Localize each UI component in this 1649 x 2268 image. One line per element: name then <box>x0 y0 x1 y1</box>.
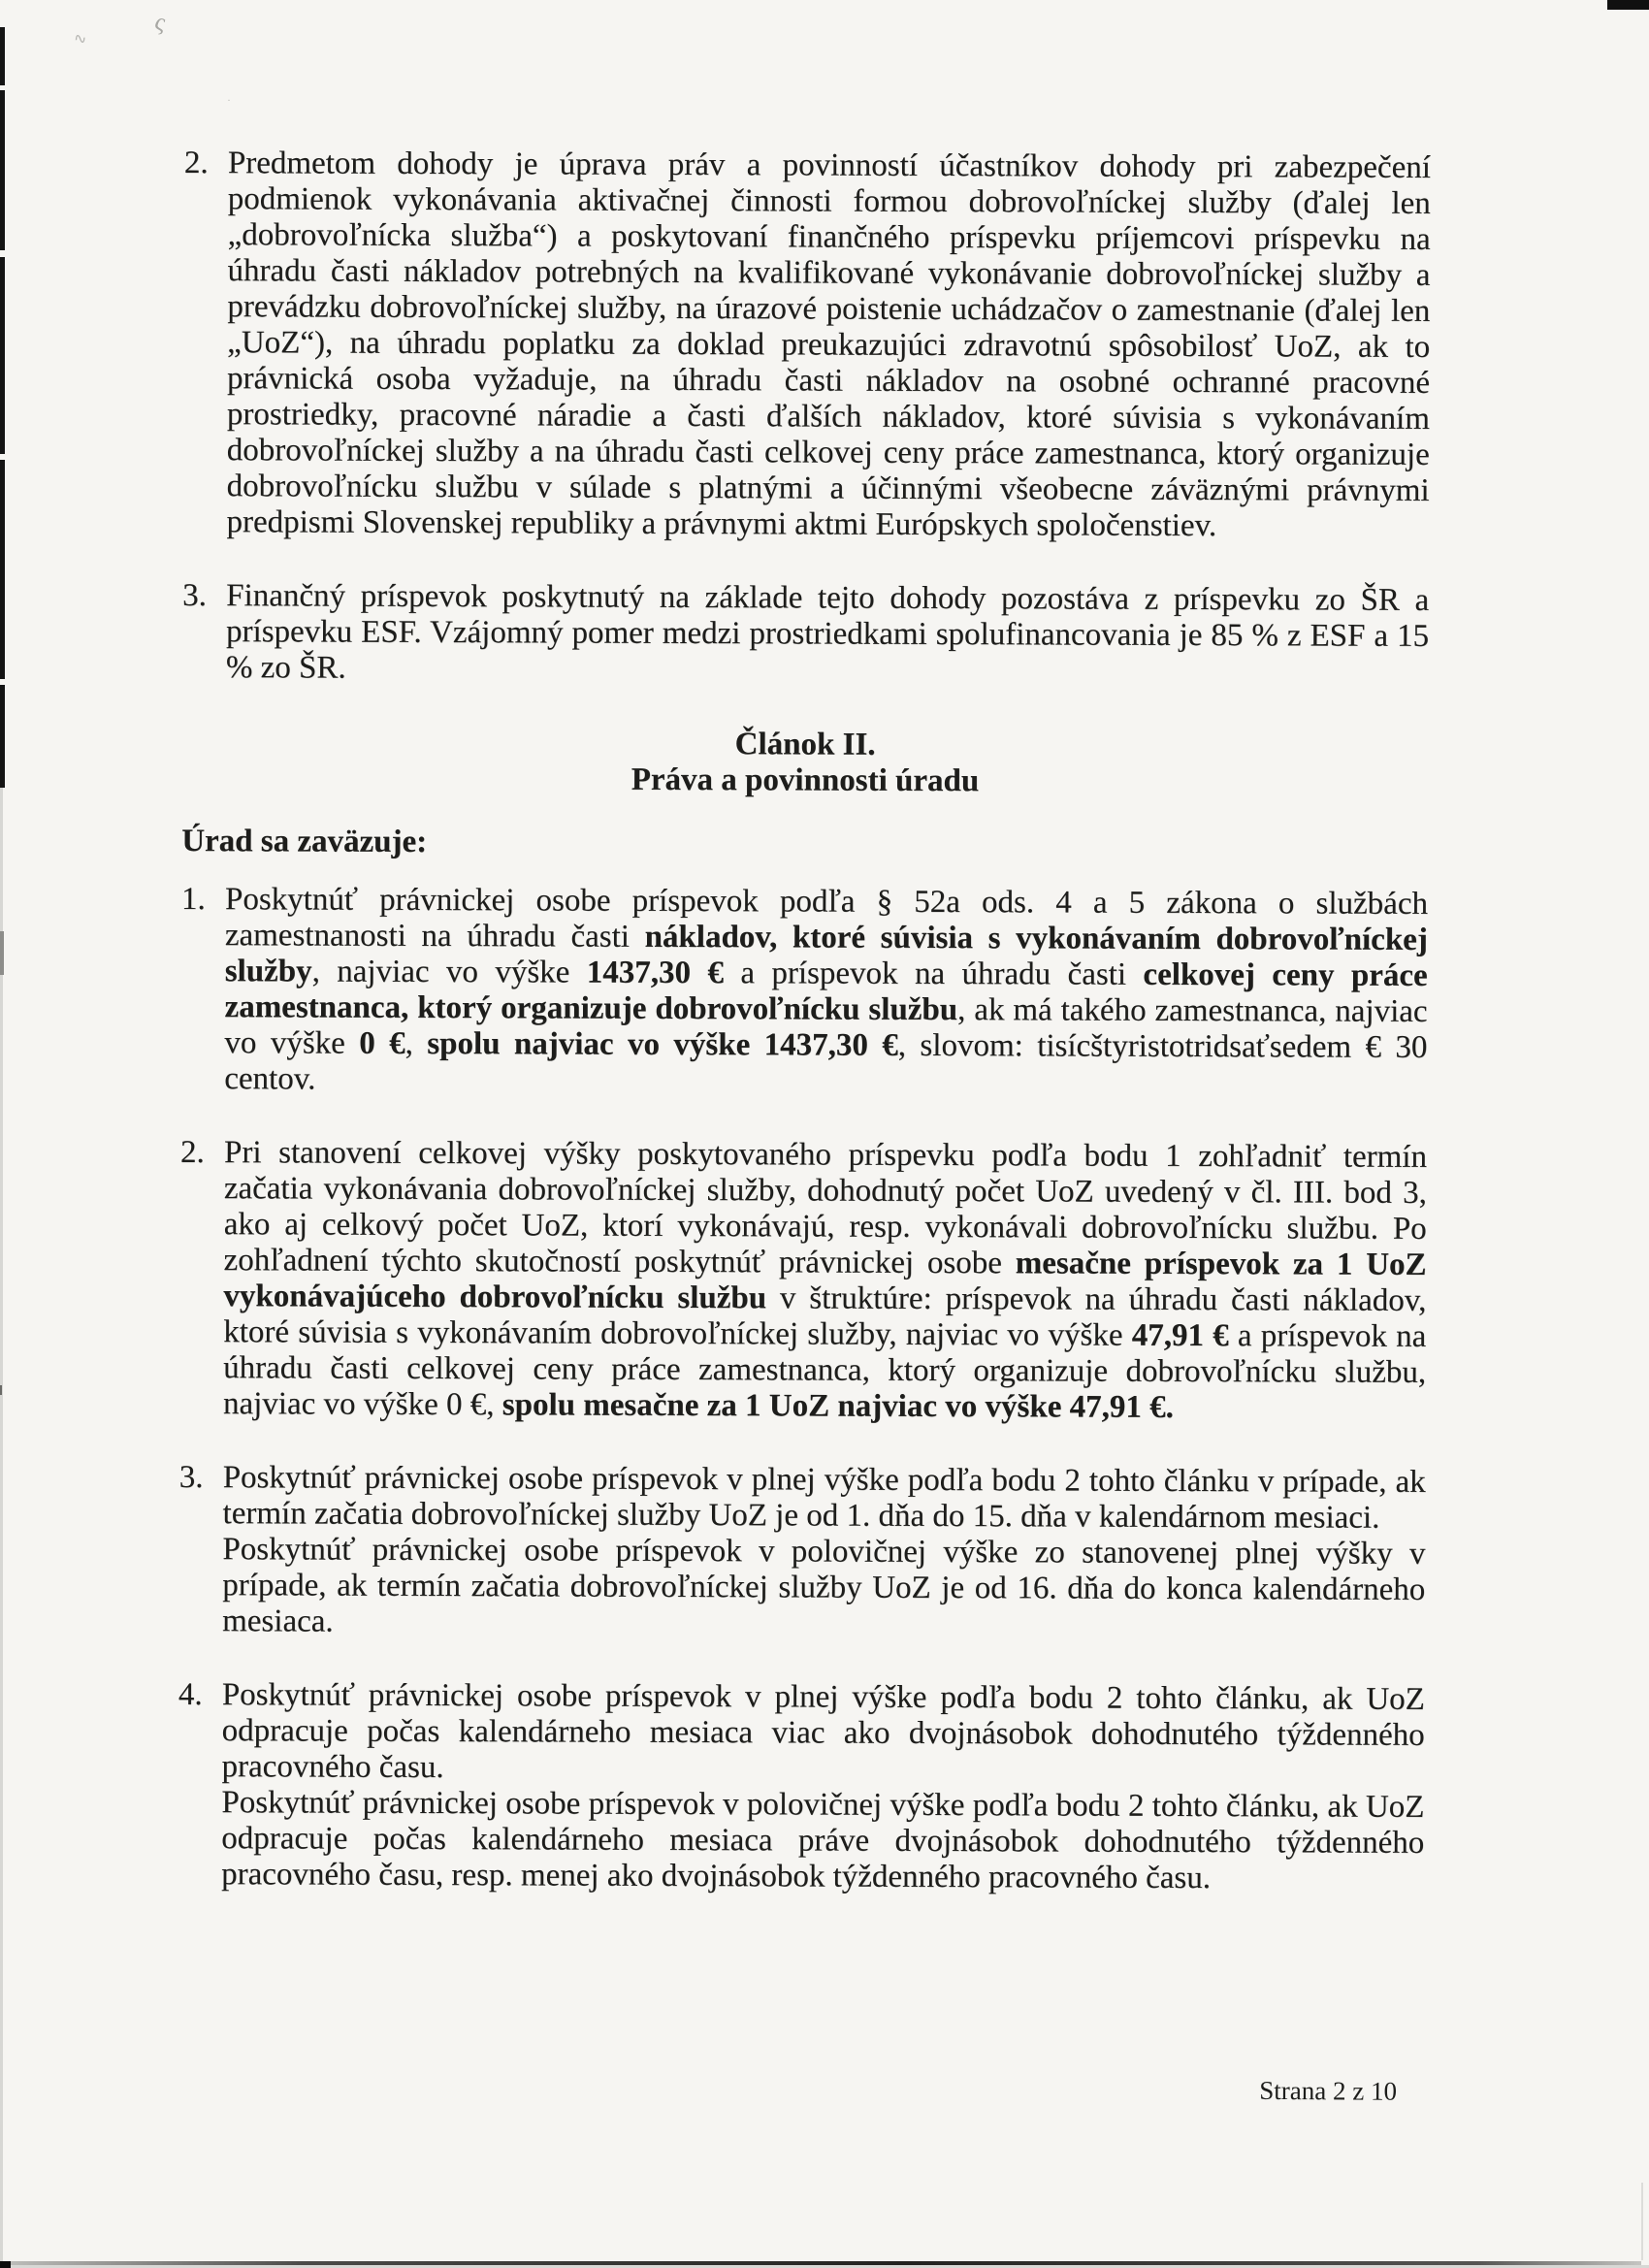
list-item <box>178 1677 1425 1897</box>
scan-artifact-top-right-bar <box>1607 0 1649 10</box>
pencil-mark: ∿ <box>72 30 88 49</box>
scan-artifact-strip-gap <box>0 250 5 257</box>
paragraph: Poskytnúť právnickej osobe príspevok podľa § 52a ods. 4 a 5 zákona o službách zamestnanosti na úhradu časti nákladov, ktoré súvisia s vykonávaním dobrovoľníckej služby, najviac vo výške 1437,30 € a príspevok na úhradu časti celkovej ceny práce zamestnanca, ktorý organizuje dobrovoľnícku službu, ak má takého zamestnanca, najviac vo výške 0 €, spolu najviac vo výške 1437,30 €, slovom: tisícštyristotridsaťsedem € 30 centov. <box>224 882 1429 1097</box>
list-item-number: 3. <box>178 1459 204 1496</box>
scan-artifact-left-strip-faint <box>0 788 3 2262</box>
paragraph: Finančný príspevok poskytnutý na základe tejto dohody pozostáva z príspevku zo ŠR a príspevku ESF. Vzájomný pomer medzi prostriedkami spolufinancovania je 85 % z ESF a 15 % zo ŠR. <box>225 578 1430 686</box>
pencil-mark: ς <box>151 7 169 37</box>
list-item-number: 3. <box>182 577 208 614</box>
section-list-article-1 <box>182 146 1431 691</box>
list-item <box>180 882 1428 1102</box>
list-item <box>182 578 1429 691</box>
pencil-mark: · <box>227 93 231 107</box>
paragraph: Poskytnúť právnickej osobe príspevok v plnej výške podľa bodu 2 tohto článku v prípade, ak termín začatia dobrovoľníckej služby UoZ je od 1. dňa do 15. dňa v kalendárnom mesiaci. <box>222 1460 1426 1536</box>
section-list-article-2 <box>178 882 1428 1897</box>
obligation-intro: Úrad sa zaväzuje: <box>181 823 428 859</box>
paragraph: Pri stanovení celkovej výšky poskytovaného príspevku podľa bodu 1 zohľadniť termín začatia vykonávania dobrovoľníckej služby, dohodnutý počet UoZ uvedený v čl. III. bod 3, ako aj celkový počet UoZ, ktorí vykonávajú, resp. vykonávali dobrovoľnícku službu. Po zohľadnení týchto skutočností poskytnúť právnickej osobe mesačne príspevok za 1 UoZ vykonávajúceho dobrovoľnícku službu v štruktúre: príspevok na úhradu časti nákladov, ktoré súvisia s vykonávaním dobrovoľníckej služby, najviac vo výške 47,91 € a príspevok na úhradu časti celkovej ceny práce zamestnanca, ktorý organizuje dobrovoľnícku službu, najviac vo výške 0 €, spolu mesačne za 1 UoZ najviac vo výške 47,91 €. <box>222 1135 1428 1425</box>
list-item <box>179 1135 1427 1427</box>
paragraph: Poskytnúť právnickej osobe príspevok v polovičnej výške podľa bodu 2 tohto článku, ak UoZ odpracuje počas kalendárneho mesiaca práve dvojnásobok dohodnutého týždenného pracovného času, resp. menej ako dvojnásobok týždenného pracovného času. <box>221 1785 1425 1896</box>
paragraph: Poskytnúť právnickej osobe príspevok v polovičnej výške zo stanovenej plnej výšky v prípade, ak termín začatia dobrovoľníckej služby UoZ je od 16. dňa do konca kalendárneho mesiaca. <box>222 1532 1426 1639</box>
scan-artifact-left-strip-gray <box>0 931 4 975</box>
scan-artifact-bottom-left-square <box>0 2261 11 2268</box>
scan-artifact-left-tick <box>0 1385 2 1395</box>
list-item-number: 1. <box>180 881 206 918</box>
article-heading: Článok II. <box>734 727 876 762</box>
article-subheading: Práva a povinnosti úradu <box>630 761 980 799</box>
list-item <box>178 1460 1426 1644</box>
scan-artifact-strip-gap <box>0 679 5 685</box>
list-item-number: 4. <box>178 1676 203 1713</box>
list-item-number: 2. <box>179 1134 205 1171</box>
paragraph: Poskytnúť právnickej osobe príspevok v plnej výške podľa bodu 2 tohto článku, ak UoZ odpracuje počas kalendárneho mesiaca viac ako dvojnásobok dohodnutého týždenného pracovného času. <box>221 1677 1425 1786</box>
scan-artifact-left-strip <box>0 27 5 788</box>
scan-artifact-strip-gap <box>0 454 5 460</box>
scan-artifact-right-faint-line <box>1641 2183 1643 2260</box>
list-item-number: 2. <box>183 146 209 181</box>
document-content <box>178 146 1431 1935</box>
list-item <box>182 146 1431 545</box>
scan-artifact-strip-gap <box>0 85 5 90</box>
paragraph: Predmetom dohody je úprava práv a povinností účastníkov dohody pri zabezpečení podmienok vykonávania aktivačnej činnosti formou dobrovoľníckej služby (ďalej len „dobrovoľnícka služba“) a poskytovaní finančného príspevku príjemcovi príspevku na úhradu časti nákladov potrebných na kvalifikované vykonávanie dobrovoľníckej služby a prevádzku dobrovoľníckej služby, na úrazové poistenie uchádzačov o zamestnanie (ďalej len „UoZ“), na úhradu poplatku za doklad preukazujúci zdravotnú spôsobilosť UoZ, ak to právnická osoba vyžaduje, na úhradu časti nákladov na osobné ochranné pracovné prostriedky, pracovné náradie a časti ďalších nákladov, ktoré súvisia s vykonávaním dobrovoľníckej služby a na úhradu časti celkovej ceny práce zamestnanca, ktorý organizuje dobrovoľnícku službu v súlade s platnými a účinnými všeobecne záväznými právnymi predpismi Slovenskej republiky a právnymi aktmi Európskych spoločenstiev. <box>226 146 1431 544</box>
page-number: Strana 2 z 10 <box>1259 2075 1398 2106</box>
